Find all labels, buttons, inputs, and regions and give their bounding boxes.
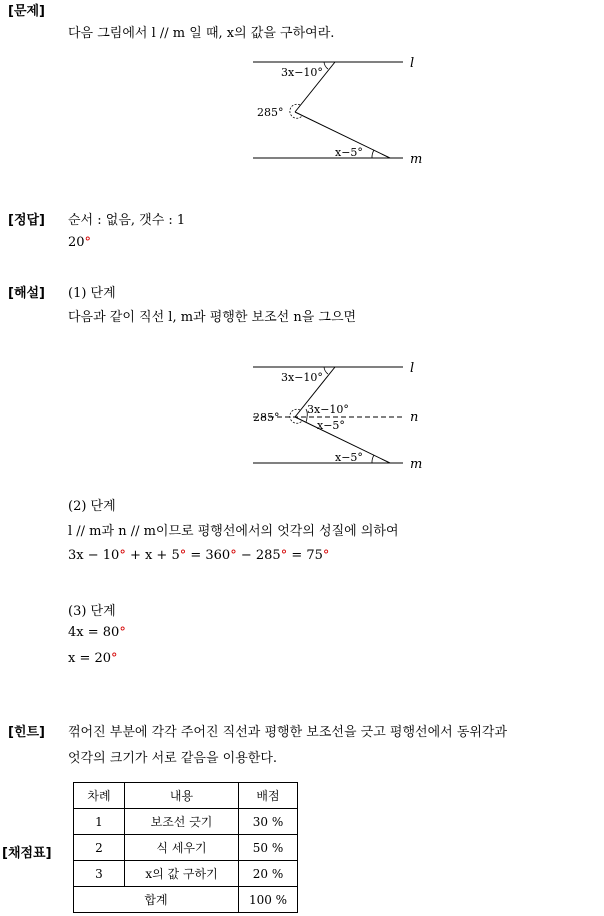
label-angle-top: 3x−10° — [281, 66, 323, 79]
cell-points: 50 % — [239, 835, 298, 861]
angle-arc-bottom — [372, 150, 374, 158]
angle-arc-aux-lower — [306, 417, 307, 422]
answer-value: 20° — [68, 235, 92, 250]
label-aux-lower: x−5° — [317, 419, 345, 432]
step2-title: (2) 단계 — [68, 499, 116, 514]
step2-text: l // m과 n // m이므로 평행선에서의 엇각의 성질에 의하여 — [68, 524, 399, 539]
total-label: 합계 — [74, 887, 239, 913]
table-total-row — [74, 887, 298, 913]
header-points: 배점 — [239, 783, 298, 809]
cell-points: 30 % — [239, 809, 298, 835]
angle-arc-bottom — [372, 455, 374, 463]
step1-title: (1) 단계 — [68, 286, 116, 301]
table-header-row — [74, 783, 298, 809]
problem-label: [문제] — [8, 4, 45, 19]
label-m: m — [410, 152, 423, 167]
cell-order: 3 — [74, 861, 125, 887]
table-row — [74, 861, 298, 887]
equation-2: 4x = 80° — [68, 625, 126, 640]
label-angle-bottom: x−5° — [335, 146, 363, 159]
label-aux-upper: 3x−10° — [307, 403, 349, 416]
equation-3: x = 20° — [68, 651, 118, 666]
label-angle-mid: 285° — [257, 106, 284, 119]
hint-line-1: 꺾어진 부분에 각각 주어진 직선과 평행한 보조선을 긋고 평행선에서 동위각과 — [68, 725, 508, 740]
cell-order: 1 — [74, 809, 125, 835]
cell-order: 2 — [74, 835, 125, 861]
problem-figure — [245, 52, 435, 170]
label-l: l — [410, 56, 415, 71]
label-n: n — [410, 410, 419, 425]
explanation-label: [해설] — [8, 286, 45, 301]
problem-text: 다음 그림에서 l // m 일 때, x의 값을 구하여라. — [68, 26, 335, 41]
hint-label: [힌트] — [8, 725, 45, 740]
label-angle-bottom: x−5° — [335, 451, 363, 464]
hint-line-2: 엇각의 크기가 서로 같음을 이용한다. — [68, 751, 278, 766]
cell-points: 20 % — [239, 861, 298, 887]
equation-1: 3x − 10° + x + 5° = 360° − 285° = 75° — [68, 548, 330, 563]
cell-content: 식 세우기 — [125, 835, 239, 861]
step3-title: (3) 단계 — [68, 604, 116, 619]
total-value: 100 % — [239, 887, 298, 913]
answer-meta: 순서 : 없음, 갯수 : 1 — [68, 213, 186, 228]
step1-text: 다음과 같이 직선 l, m과 평행한 보조선 n을 그으면 — [68, 310, 357, 325]
label-m: m — [410, 457, 423, 472]
table-row — [74, 809, 298, 835]
rubric-label: [채점표] — [2, 846, 52, 861]
angle-arc-top — [324, 62, 328, 69]
cell-content: x의 값 구하기 — [125, 861, 239, 887]
header-content: 내용 — [125, 783, 239, 809]
explanation-figure — [245, 357, 435, 475]
header-order: 차례 — [74, 783, 125, 809]
label-angle-mid: 285° — [253, 411, 280, 424]
label-angle-top: 3x−10° — [281, 371, 323, 384]
cell-content: 보조선 긋기 — [125, 809, 239, 835]
rubric-table — [73, 782, 298, 913]
answer-label: [정답] — [8, 213, 45, 228]
table-row — [74, 835, 298, 861]
label-l: l — [410, 361, 415, 376]
angle-arc-top — [324, 367, 328, 374]
